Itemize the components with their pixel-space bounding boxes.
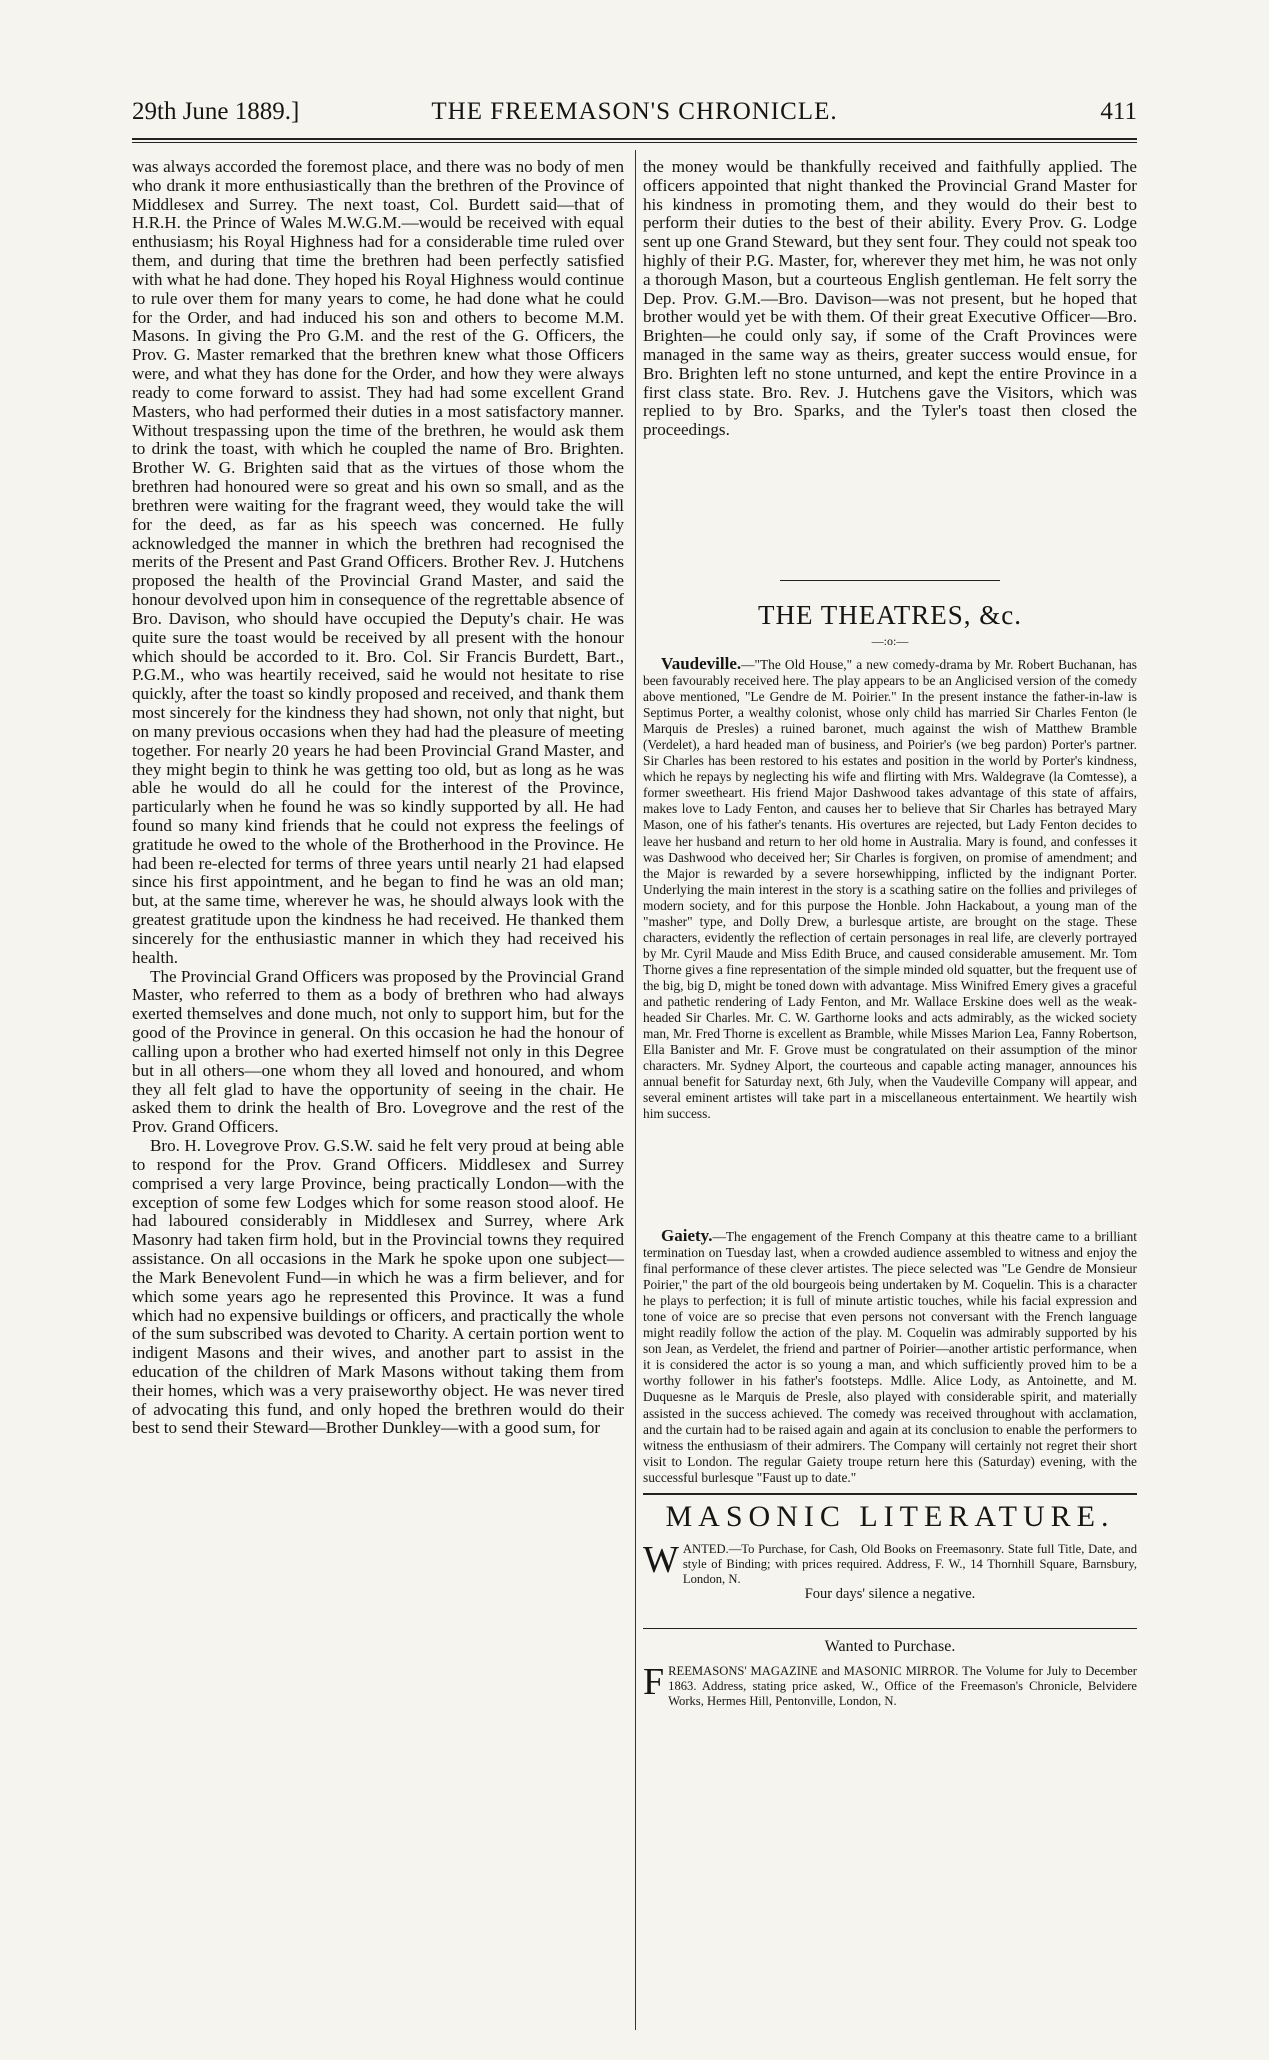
ad1-drop-cap: W: [643, 1539, 679, 1581]
theatres-separator: —:o:—: [871, 634, 909, 648]
right-column-top: [643, 158, 1137, 440]
gaiety-text: —The engagement of the French Company at this theatre came to a brilliant termination on Tuesday last, when a crowded audience assembled to witness and enjoy the final performance of these clever artistes. The piece selected was "Le Gendre de Monsieur Poirier," the part of the old bourgeois being undertaken by M. Coquelin. This is a character he plays to perfection; it is full of minute artistic touches, while his facial expression and tone of voice are so precise that even persons not conversant with the French language might readily follow the action of the play. M. Coquelin was admirably supported by his son Jean, as Verdelet, the friend and partner of Poirier—another artistic performance, when it is considered the actor is so young a man, and which sufficiently proved him to be a worthy follower in his father's footsteps. Mdlle. Alice Lody, as Antoinette, and M. Duquesne as le Marquis de Presle, also played with considerable spirit, and materially assisted in the success achieved. The comedy was received throughout with acclamation, and the curtain had to be raised again and again at its conclusion to enable the performers to witness the enthusiasm of their admirers. The Company will certainly not regret their short visit to London. The regular Gaiety troupe return here this (Saturday) evening, with the successful burlesque "Faust up to date.": [643, 1229, 1137, 1485]
ad1-text: ANTED.—To Purchase, for Cash, Old Books on Freemasonry. State full Title, Date, and style of Binding; with prices required. Address, F. W., 14 Thornhill Square, Barnsbury, London, N.: [682, 1542, 1137, 1586]
ad2-drop-cap: F: [643, 1661, 665, 1703]
gaiety-lead: Gaiety.: [661, 1226, 713, 1245]
left-paragraph-2: The Provincial Grand Officers was proposed by the Provincial Grand Master, who referred to them as a body of brethren who had always exerted themselves and done much, not only to support him, but for the good of the Province in general. On this occasion he had the honour of calling upon a brother who had exerted himself not only in this Degree but in all others—one whom they all loved and honoured, and whom they all felt glad to have the opportunity of seeing in the chair. He asked them to drink the health of Bro. Lovegrove and the rest of the Prov. Grand Officers.: [132, 966, 624, 1137]
wanted-ad-books: [643, 1539, 1137, 1602]
left-paragraph-1: was always accorded the foremost place, and there was no body of men who drank it more enthusiastically than the brethren of the Province of Middlesex and Surrey. The next toast, Col. Burdett said—that of H.R.H. the Prince of Wales M.W.G.M.—would be received with equal enthusiasm; his Royal Highness had for a considerable time ruled over them, and during that time the brethren had been perfectly satisfied with what he had done. They hoped his Royal Highness would continue to rule over them for many years to come, he had done what he could for the Order, and had induced his son and others to become M.M. Masons. In giving the Pro G.M. and the rest of the G. Officers, the Prov. G. Master remarked that the brethren knew what those Officers were, and what they has done for the Order, and how they were always ready to come forward to assist. They had had some excellent Grand Masters, who had performed their duties in a most satisfactory manner. Without trespassing upon the time of the brethren, he would ask them to drink the toast, with which he coupled the name of Bro. Brighten. Brother W. G. Brighten said that as the virtues of those whom the brethren had honoured were so great and his own so small, and as the brethren were waiting for the fragrant weed, they would take the will for the deed, as far as his speech was concerned. He fully acknowledged the manner in which the brethren had recognised the merits of the Present and Past Grand Officers. Brother Rev. J. Hutchens proposed the health of the Provincial Grand Master, and said the honour devolved upon him in consequence of the regrettable absence of Bro. Davison, who should have occupied the Deputy's chair. He was quite sure the toast would be received by all present with the honour which should be accorded to it. Bro. Col. Sir Francis Burdett, Bart., P.G.M., who was heartily received, said he would not hesitate to rise quickly, after the toast so kindly proposed and received, and thank them most sincerely for the kindness they had shown, not only that night, but on many previous occasions when they had had the pleasure of meeting together. For nearly 20 years he had been Provincial Grand Master, and they might begin to think he was getting too old, but as long as he was able he would do all he could for the interest of the Province, particularly when he found he was so kindly supported by all. He had found so many kind friends that he could not express the feelings of gratitude he owed to the whole of the Brotherhood in the Province. He had been re-elected for terms of three years until nearly 21 had elapsed since his first appointment, and he began to find he was an old man; but, at the same time, wherever he was, he should always look with the greatest gratitude upon the kindness he had received. He thanked them sincerely for the enthusiastic manner in which they had received his health.: [132, 157, 624, 967]
wanted-to-purchase-heading: Wanted to Purchase.: [824, 1638, 956, 1655]
ad2-text: REEMASONS' MAGAZINE and MASONIC MIRROR. The Volume for July to December 1863. Address, stating price asked, W., Office of the Freemason's Chronicle, Belvidere Works, Hermes Hill, Pentonville, London, N.: [668, 1664, 1137, 1708]
page-number: 411: [1100, 98, 1137, 125]
left-column: [132, 158, 624, 1438]
gaiety-review: [643, 1228, 1137, 1486]
left-paragraph-3: Bro. H. Lovegrove Prov. G.S.W. said he felt very proud at being able to respond for the Prov. Grand Officers. Middlesex and Surrey comprised a very large Province, being practically London—with the exception of some few Lodges which for some reason stood aloof. He had laboured considerably in Middlesex and Surrey, where Ark Masonry had taken firm hold, but in the Provincial towns they required assistance. On all occasions in the Mark he spoke upon one subject—the Mark Benevolent Fund—in which he was a firm believer, and for which some years ago he represented this Province. It was a fund which had no expensive buildings or officers, and practically the whole of the sum subscribed was devoted to Charity. A certain portion went to indigent Masons and their wives, and another part to assist in the education of the children of Mark Masons without taking them from their homes, which was a very praiseworthy object. He was never tired of advocating this fund, and only hoped the brethren would do their best to send their Steward—Brother Dunkley—with a good sum, for: [132, 1136, 624, 1438]
header-rule-thin: [132, 142, 1137, 143]
ad1-footer: Four days' silence a negative.: [804, 1586, 976, 1602]
column-divider: [635, 150, 636, 2030]
literature-rule: [643, 1493, 1137, 1495]
issue-date: 29th June 1889.]: [132, 98, 300, 125]
masonic-literature-heading: MASONIC LITERATURE.: [665, 1500, 1115, 1533]
wanted-ad-magazine: [643, 1661, 1137, 1709]
page-header: [132, 98, 1137, 138]
vaudeville-review: [643, 656, 1137, 1122]
theatres-heading: THE THEATRES, &c.: [758, 600, 1022, 630]
vaudeville-text: —"The Old House," a new comedy-drama by Mr. Robert Buchanan, has been favourably received here. The play appears to be an Anglicised version of the comedy above mentioned, "Le Gendre de M. Poirier." In the present instance the father-in-law is Septimus Porter, a wealthy colonist, whose only child has married Sir Charles Fenton (le Marquis de Presles) a ruined baronet, much against the wish of Matthew Bramble (Verdelet), a hard headed man of business, and Poirier's (we beg pardon) Porter's partner. Sir Charles has been restored to his estates and position in the world by Porter's kindness, which he repays by neglecting his wife and flirting with Mrs. Waldegrave (la Comtesse), a former sweetheart. His friend Major Dashwood takes advantage of this state of affairs, makes love to Lady Fenton, and causes her to believe that Sir Charles has betrayed Mary Mason, one of his father's tenants. His overtures are rejected, but Lady Fenton decides to leave her husband and return to her old home in Australia. Mary is found, and confesses it was Dashwood who deceived her; Sir Charles is forgiven, on promise of amendment; and the Major is rewarded by a severe horsewhipping, inflicted by the indignant Porter. Underlying the main interest in the story is a scathing satire on the follies and privileges of modern society, and for this purpose the Honble. John Hackabout, a young man of the "masher" type, and Dolly Drew, a burlesque artiste, are brought on the stage. These characters, evidently the reflection of certain personages in real life, are cleverly portrayed by Mr. Cyril Maude and Miss Edith Bruce, and caused considerable amusement. Mr. Tom Thorne gives a fine representation of the simple minded old squatter, but the frequent use of the big, big D, might be toned down with advantage. Miss Winifred Emery gives a graceful and pathetic rendering of Lady Fenton, and Mr. Wallace Erskine does well as the weak-headed Sir Charles. Mr. C. W. Garthorne looks and acts admirably, as the wicked society man, Mr. Fred Thorne is excellent as Bramble, while Misses Marion Lea, Fanny Robertson, Ella Banister and Mr. F. Grove must be congratulated on their assumption of the minor characters. Mr. Sydney Alport, the courteous and capable acting manager, announces his annual benefit for Saturday next, 6th July, when the Vaudeville Company will appear, and several eminent artistes will take part in a miscellaneous entertainment. We heartily wish him success.: [643, 657, 1137, 1122]
masthead-title: THE FREEMASON'S CHRONICLE.: [431, 98, 838, 125]
header-rule: [132, 138, 1137, 140]
ad-divider: [643, 1628, 1137, 1629]
section-rule: [780, 580, 1000, 581]
right-paragraph-1: the money would be thankfully received and faithfully applied. The officers appointed that night thanked the Provincial Grand Master for his kindness in promoting them, and they would do their best to perform their duties to the best of their ability. Every Prov. G. Lodge sent up one Grand Steward, but they sent four. They could not speak too highly of their P.G. Master, for, wherever they met him, he was not only a thorough Mason, but a courteous English gentleman. He felt sorry the Dep. Prov. G.M.—Bro. Davison—was not present, but he hoped that brother would yet be with them. Of their great Executive Officer—Bro. Brighten—he could only say, if some of the Craft Provinces were managed in the same way as theirs, greater success would ensue, for Bro. Brighten left no stone unturned, and kept the entire Province in a first class state. Bro. Rev. J. Hutchens gave the Visitors, which was replied to by Bro. Sparks, and the Tyler's toast then closed the proceedings.: [643, 157, 1137, 440]
vaudeville-lead: Vaudeville.: [661, 654, 742, 673]
